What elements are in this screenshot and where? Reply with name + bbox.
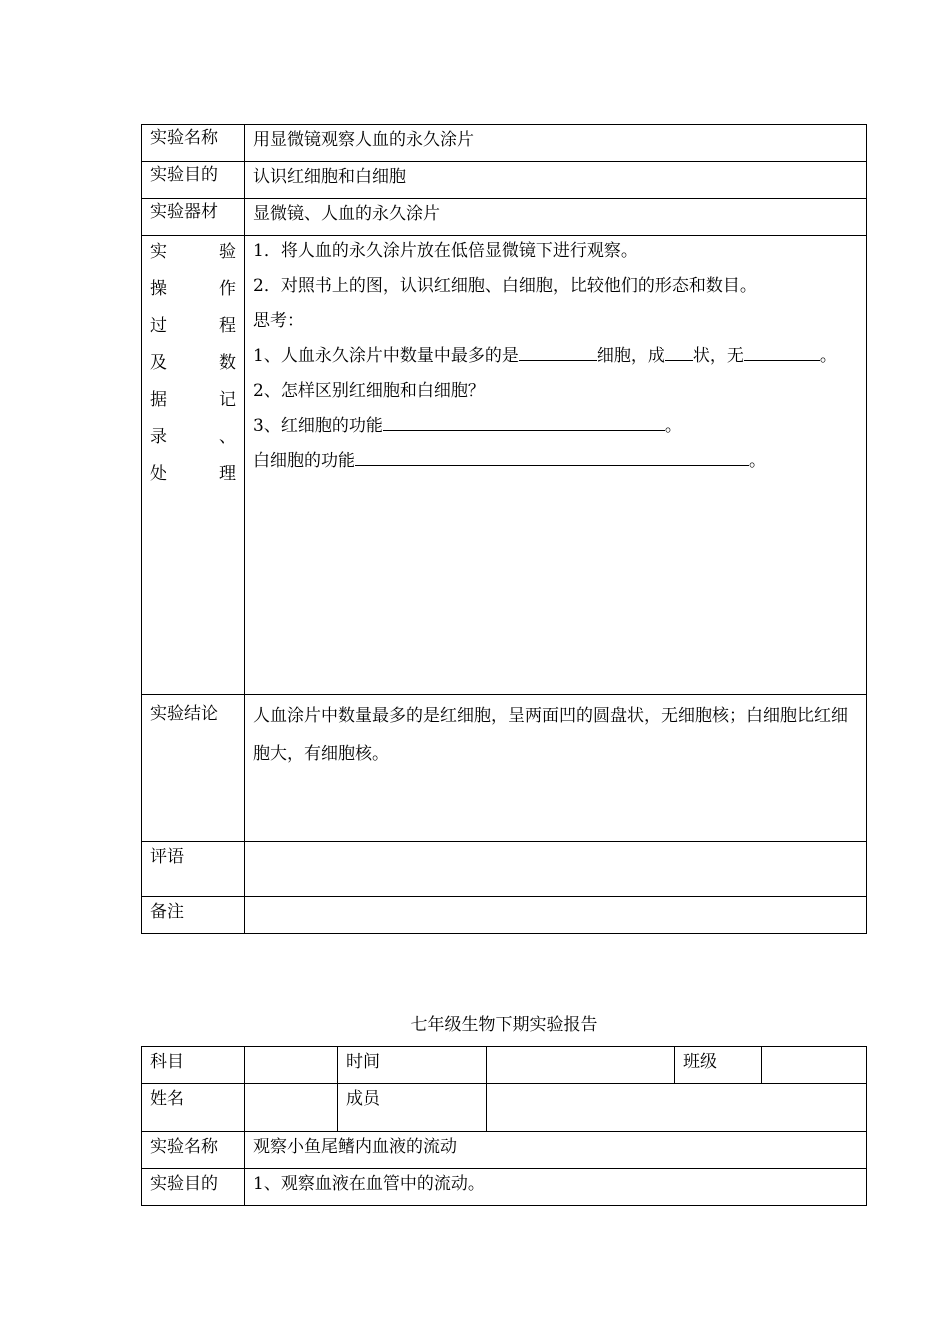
experiment-name-label-2: 实验名称 [142,1132,245,1169]
time-value[interactable] [487,1047,675,1084]
step-1-text: 1．将人血的永久涂片放在低倍显微镜下进行观察。 [253,241,638,261]
process-label-char: 验 [219,242,236,262]
process-content [245,236,867,695]
process-label-char: 、 [219,427,236,447]
process-label-row [150,421,236,458]
student-name-value[interactable] [245,1084,338,1132]
blank-cell-type[interactable] [519,342,597,361]
process-label [142,236,245,695]
process-label-char: 处 [150,464,167,484]
question-4: 白细胞的功能 。 [253,446,858,481]
blank-red-cell-function[interactable] [383,412,665,431]
process-label-char: 记 [219,390,236,410]
student-name-label: 姓名 [142,1084,245,1132]
process-label-char: 实 [150,242,167,262]
process-label-char: 理 [219,464,236,484]
process-label-char: 作 [219,279,236,299]
process-label-char: 过 [150,316,167,336]
step-2-text: 2．对照书上的图，认识红细胞、白细胞，比较他们的形态和数目。 [253,276,757,296]
experiment-report-table-2 [141,1046,867,1206]
experiment-name-value: 用显微镜观察人血的永久涂片 [245,125,867,162]
conclusion-value: 人血涂片中数量最多的是红细胞，呈两面凹的圆盘状，无细胞核；白细胞比红细胞大，有细胞核。 [245,695,867,842]
remark-value[interactable] [245,897,867,934]
question-2: 2、怎样区别红细胞和白细胞？ [253,381,485,401]
experiment-purpose-label: 实验目的 [142,162,245,199]
report-title: 七年级生物下期实验报告 [410,1015,598,1035]
class-label: 班级 [675,1047,762,1084]
think-heading: 思考： [253,311,304,331]
question-3: 3、红细胞的功能 。 [253,411,858,446]
process-label-row [150,458,236,495]
process-label-row [150,310,236,347]
blank-white-cell-function[interactable] [355,447,749,466]
class-value[interactable] [762,1047,867,1084]
process-label-char: 及 [150,353,167,373]
process-label-row [150,273,236,310]
process-label-row [150,347,236,384]
comment-label: 评语 [142,842,245,897]
process-label-char: 操 [150,279,167,299]
conclusion-label: 实验结论 [142,695,245,842]
members-value[interactable] [487,1084,867,1132]
experiment-name-label: 实验名称 [142,125,245,162]
experiment-equipment-label: 实验器材 [142,199,245,236]
experiment-equipment-value: 显微镜、人血的永久涂片 [245,199,867,236]
remark-label: 备注 [142,897,245,934]
process-label-char: 录 [150,427,167,447]
members-label: 成员 [338,1084,487,1132]
experiment-report-table-1 [141,124,867,934]
comment-value[interactable] [245,842,867,897]
experiment-purpose-value-2: 1、观察血液在血管中的流动。 [245,1169,867,1206]
experiment-purpose-value: 认识红细胞和白细胞 [245,162,867,199]
experiment-name-value-2: 观察小鱼尾鳍内血液的流动 [245,1132,867,1169]
process-label-char: 数 [219,353,236,373]
subject-value[interactable] [245,1047,338,1084]
time-label: 时间 [338,1047,487,1084]
process-label-vertical [150,236,236,495]
blank-missing-part[interactable] [744,342,820,361]
process-label-row [150,384,236,421]
blank-shape[interactable] [665,342,693,361]
subject-label: 科目 [142,1047,245,1084]
process-label-char: 程 [219,316,236,336]
question-1: 1、人血永久涂片中数量中最多的是 细胞，成 状，无 。 [253,341,858,376]
experiment-purpose-label-2: 实验目的 [142,1169,245,1206]
process-label-char: 据 [150,390,167,410]
process-label-row [150,236,236,273]
